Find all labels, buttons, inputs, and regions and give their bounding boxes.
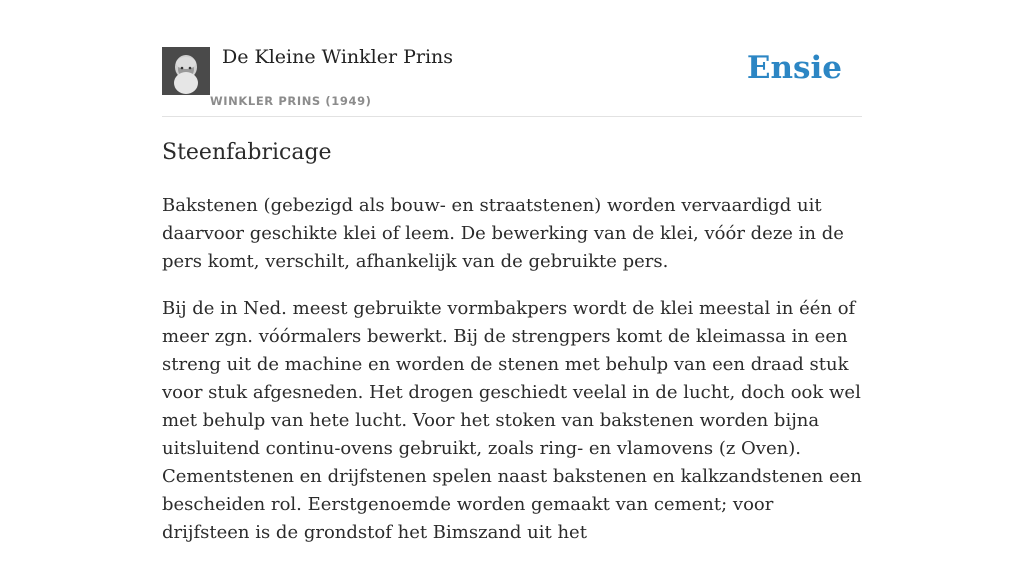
author-portrait-icon[interactable] (162, 47, 210, 95)
source-title[interactable]: De Kleine Winkler Prins (222, 46, 454, 68)
paragraph: Bij de in Ned. meest gebruikte vormbakpers wordt de klei meestal in één of meer zgn. vóórmalers bewerkt. Bij de strengpers komt de kleimassa in een streng uit de machine en worden de stenen met behulp van een draad stuk voor stuk afgesneden. Het drogen geschiedt veelal in de lucht, doch ook wel met behulp van hete lucht. Voor het stoken van bakstenen worden bijna uitsluitend continu-ovens gebruikt, zoals ring- en vlamovens (z Oven). Cementstenen en drijfstenen spelen naast bakstenen en kalkzandstenen een bescheiden rol. Eerstgenoemde worden gemaakt van cement; voor drijfsteen is de grondstof het Bimszand uit het (162, 298, 862, 543)
source-subtitle: WINKLER PRINS (1949) (210, 94, 372, 108)
article-title: Steenfabricage (162, 140, 332, 165)
article-body (162, 192, 862, 566)
paragraph: Bakstenen (gebezigd als bouw- en straatstenen) worden vervaardigd uit daarvoor geschikte klei of leem. De bewerking van de klei, vóór deze in de pers komt, verschilt, afhankelijk van de gebruikte pers. (162, 195, 844, 272)
brand-logo[interactable]: Ensie (746, 50, 842, 86)
page-content (162, 0, 862, 543)
source-header (162, 0, 862, 117)
